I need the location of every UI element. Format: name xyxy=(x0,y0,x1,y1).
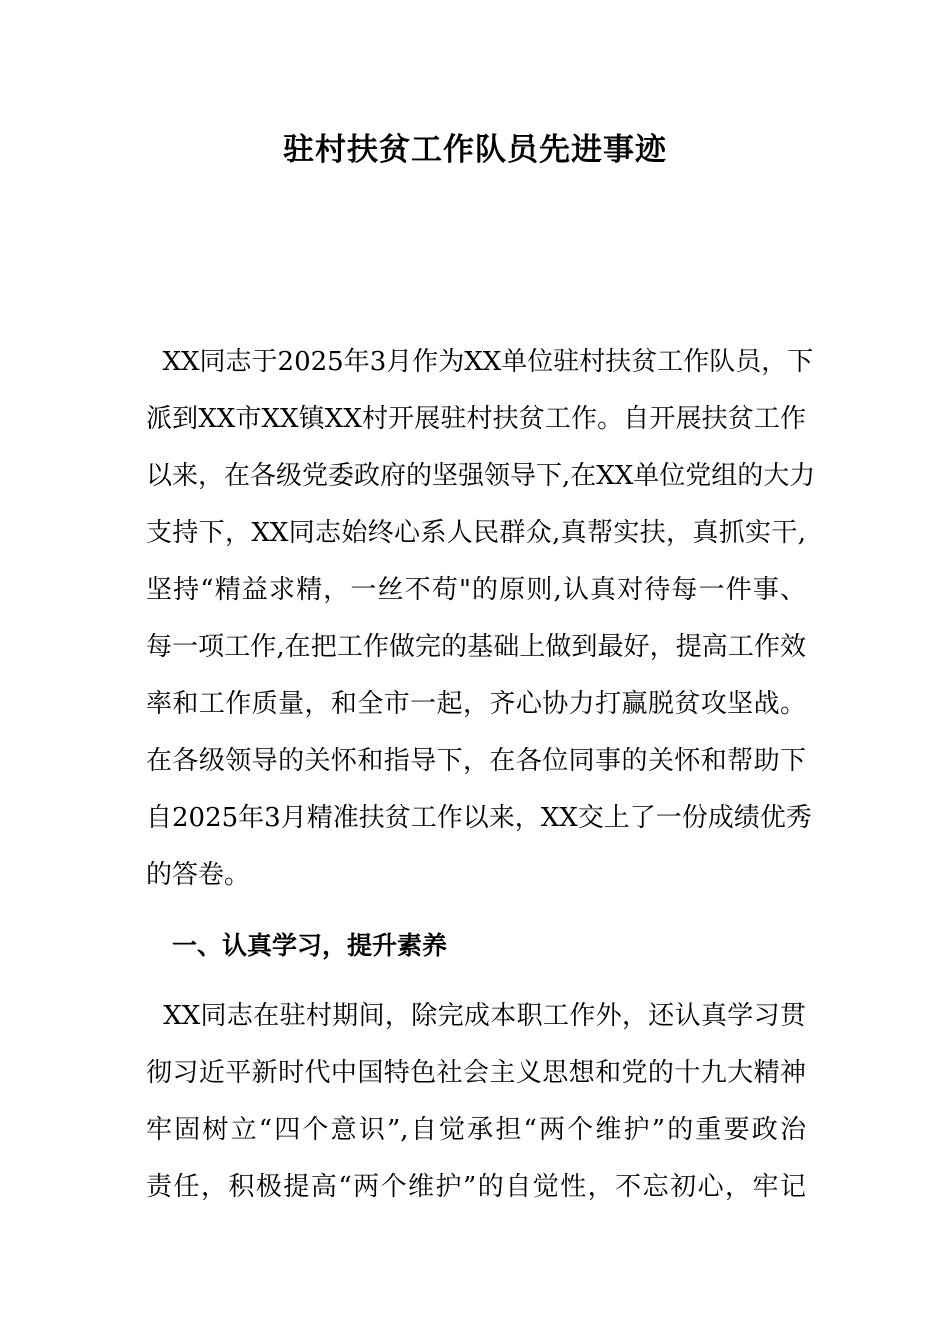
paragraph-line: 在各级领导的关怀和指导下，在各位同事的关怀和帮助下 xyxy=(146,746,806,776)
paragraph-line: 坚持“精益求精，一丝不苟"的原则,认真对待每一件事、 xyxy=(146,575,806,605)
paragraph-line: 的答卷。 xyxy=(146,860,251,890)
paragraph-line: 以来，在各级党委政府的坚强领导下,在XX单位党组的大力 xyxy=(146,461,816,491)
section-heading: 一、认真学习，提升素养 xyxy=(172,931,448,960)
paragraph-line: 自2025年3月精准扶贫工作以来，XX交上了一份成绩优秀 xyxy=(146,803,812,833)
paragraph-line: 派到XX市XX镇XX村开展驻村扶贫工作。自开展扶贫工作 xyxy=(146,404,806,434)
paragraph-line: XX同志于2025年3月作为XX单位驻村扶贫工作队员，下 xyxy=(146,347,814,377)
document-title: 驻村扶贫工作队员先进事迹 xyxy=(283,132,667,168)
paragraph-line: 每一项工作,在把工作做完的基础上做到最好，提高工作效 xyxy=(146,632,806,662)
paragraph-line: 彻习近平新时代中国特色社会主义思想和党的十九大精神 xyxy=(146,1058,806,1088)
paragraph-line: 支持下，XX同志始终心系人民群众,真帮实扶，真抓实干, xyxy=(146,518,806,548)
paragraph-line: 责任，积极提高“两个维护”的自觉性，不忘初心，牢记 xyxy=(146,1172,806,1202)
paragraph-line: XX同志在驻村期间，除完成本职工作外，还认真学习贯 xyxy=(146,1001,806,1031)
paragraph-line: 牢固树立“四个意识”,自觉承担“两个维护”的重要政治 xyxy=(146,1115,806,1145)
paragraph-line: 率和工作质量，和全市一起，齐心协力打赢脱贫攻坚战。 xyxy=(146,689,806,719)
